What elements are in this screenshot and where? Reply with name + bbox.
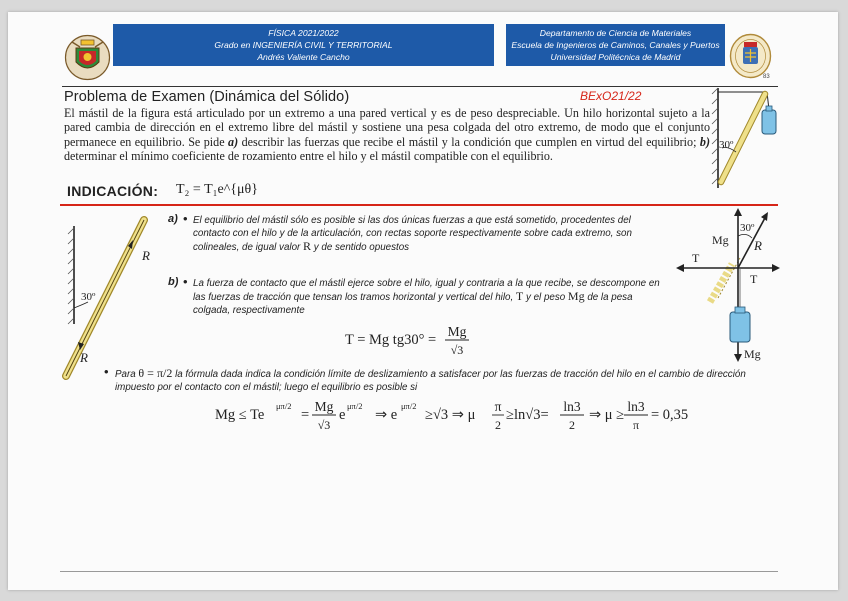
university-name: Universidad Politécnica de Madrid: [550, 52, 681, 62]
author-name: Andrés Valiente Cancho: [257, 52, 350, 62]
part-a-bullet: •: [183, 211, 188, 226]
problem-figure: [712, 88, 784, 190]
svg-text:μπ/2: μπ/2: [347, 401, 363, 411]
svg-text:⇒ e: ⇒ e: [375, 407, 398, 423]
svg-text:e: e: [339, 407, 346, 423]
problem-statement: El mástil de la figura está articulado por un extremo a una pared vertical y es de peso despreciable. Un hilo horizontal sujeto a la pared cambia de dirección en el extremo libre del mástil y sostiene una pesa colgada del otro extremo, de modo que el conjunto permanece en equilibrio. Se pide a) describir las fuerzas que recibe el mástil y la condición que cumplen en virtud del equilibrio; b) determinar el mínimo coeficiente de rozamiento entre el hilo y el mástil compatible con el equilibrio.: [64, 106, 710, 163]
department-banner: [506, 24, 725, 66]
svg-text:ln3: ln3: [627, 399, 645, 414]
school-name: Escuela de Ingenieros de Caminos, Canales y Puertos: [511, 40, 720, 50]
svg-text:≥ln√3=: ≥ln√3=: [506, 407, 549, 423]
part-c-text: Para θ = π/2 la fórmula dada indica la condición límite de deslizamiento a satisfacer por las fuerzas de tracción del hilo en el cambio de dirección impuesto por el contacto con el mástil; luego el equilibrio es posible si: [115, 366, 746, 393]
svg-text:√3: √3: [317, 418, 331, 432]
svg-text:= 0,35: = 0,35: [651, 407, 689, 423]
tension-equation: [345, 321, 495, 359]
part-c-bullet: •: [104, 364, 109, 379]
force-label-r-bottom: R: [80, 350, 88, 365]
problem-title: Problema de Examen (Dinámica del Sólido): [64, 89, 350, 105]
mast-force-figure: [58, 216, 158, 386]
degree-name: Grado en INGENIERÍA CIVIL Y TERRITORIAL: [214, 40, 393, 50]
svg-text:√3: √3: [450, 343, 464, 357]
svg-text:Mg ≤ Te: Mg ≤ Te: [215, 407, 265, 423]
footer-rule: [60, 571, 778, 572]
svg-text:Mg: Mg: [447, 324, 467, 339]
department-name: Departamento de Ciencia de Materiales: [539, 28, 692, 38]
svg-text:π: π: [632, 418, 640, 432]
svg-text:2: 2: [495, 418, 501, 432]
page-number: 83: [763, 74, 770, 80]
t-label-left: T: [692, 251, 700, 265]
mg-label-bottom: Mg: [744, 347, 761, 361]
part-a-text: El equilibrio del mástil sólo es posible si las dos únicas fuerzas a que está sometido, procedentes del contacto con el hilo y de la articulación, con rectas soporte respectivamente sobre cada extremo, son colineales, de igual valor R y de sentido opuestos: [193, 215, 632, 253]
hint-label: INDICACIÓN:: [67, 183, 159, 199]
svg-text:μπ/2: μπ/2: [401, 401, 417, 411]
part-a-label: a): [168, 213, 178, 225]
friction-inequality: [215, 396, 689, 434]
force-diagram: [668, 206, 786, 366]
course-banner: [113, 24, 494, 66]
svg-text:μπ/2: μπ/2: [276, 401, 292, 411]
left-figure-angle: 30º: [81, 291, 96, 303]
problem-code: BExO21/22: [580, 89, 642, 103]
hint-formula: T₂ = T₁e^{μθ}: [176, 182, 258, 197]
crest-logo: [64, 34, 111, 81]
svg-text:=: =: [301, 407, 310, 423]
top-figure-angle: 30º: [719, 139, 734, 151]
svg-text:T = Mg tg30° =: T = Mg tg30° =: [345, 332, 437, 348]
t-label-right: T: [750, 272, 758, 286]
force-label-r-top: R: [142, 248, 150, 263]
r-label: R: [754, 238, 762, 253]
mg-label-top: Mg: [712, 233, 729, 247]
part-b-text: La fuerza de contacto que el mástil ejerce sobre el hilo, igual y contraria a la que recibe, se descompone en las fuerzas de tracción que tensan los tramos horizontal y vertical del hilo, T y el peso Mg de la pesa colgada, respectivamente: [193, 278, 660, 316]
part-b-bullet: •: [183, 274, 188, 289]
svg-text:π: π: [494, 399, 502, 414]
part-b-label: b): [168, 276, 179, 288]
header-rule: [62, 86, 778, 87]
svg-text:⇒ μ ≥: ⇒ μ ≥: [589, 407, 625, 423]
course-name: FÍSICA 2021/2022: [268, 28, 339, 38]
seal-logo: [729, 33, 772, 79]
svg-text:≥√3 ⇒ μ: ≥√3 ⇒ μ: [425, 407, 476, 423]
right-figure-angle: 30º: [740, 222, 755, 234]
svg-text:2: 2: [569, 418, 575, 432]
svg-text:ln3: ln3: [563, 399, 581, 414]
svg-text:Mg: Mg: [314, 399, 334, 414]
